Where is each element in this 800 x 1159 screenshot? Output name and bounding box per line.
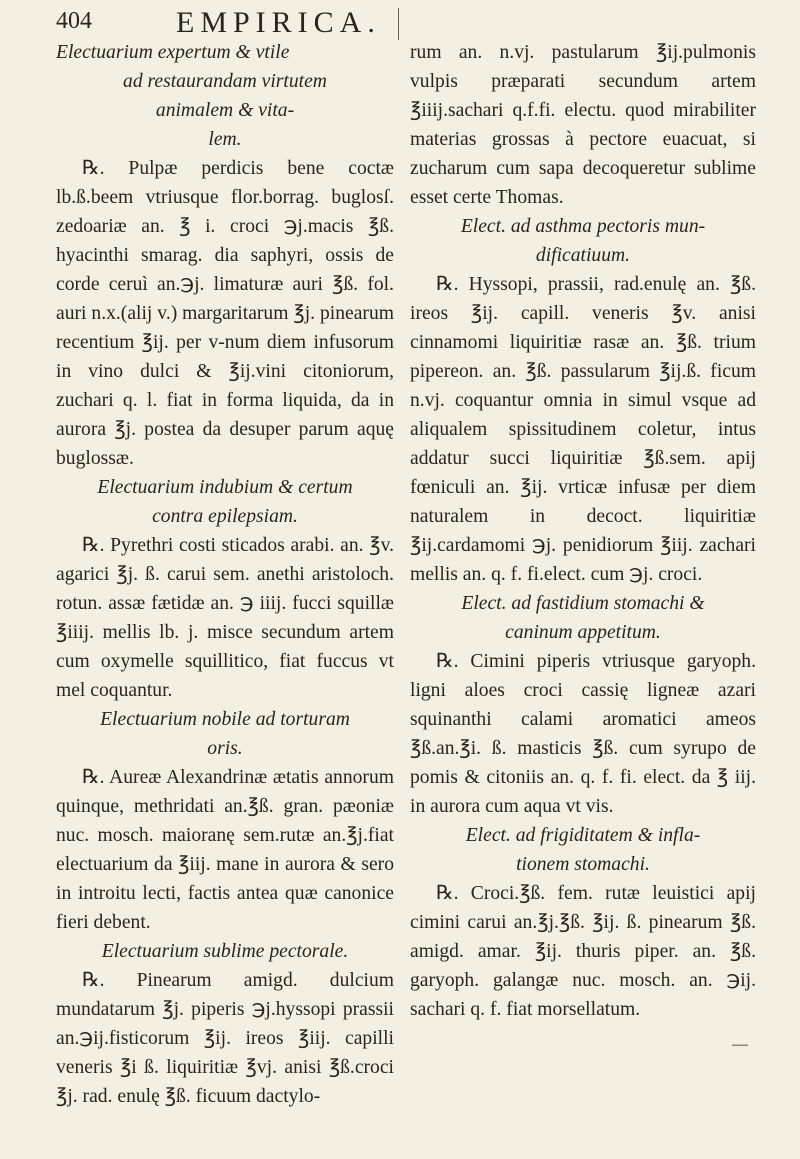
column-divider [398,8,399,40]
section-title: Elect. ad frigiditatem & infla- [465,825,701,846]
section-title: Electuarium nobile ad torturam [100,709,350,730]
section-title: oris. [207,738,243,759]
right-column [410,38,756,1059]
section-title: caninum appetitum. [505,622,661,643]
recipe-paragraph: ℞. Aureæ Alexandrinæ ætatis annorum quinque, methridati an.℥ß. gran. pæoniæ nuc. mosch. maioranę sem.rutæ an.℥j.fiat electuarium da ℥iij. mane in aurora & sero in introitu lecti, factis antea quæ canonice fieri debent. [56,767,394,933]
recipe-paragraph: ℞. Pulpæ perdicis bene coctæ lb.ß.beem vtriusque flor.borrag. buglosſ. zedoariæ an. ℥ i. croci ℈j.macis ℥ß. hyacinthi smarag. dia saphyri, ossis de corde ceruì an.℈j. limaturæ auri ℥ß. fol. auri n.x.(alij v.) margaritarum ℥j. pinearum recentium ℥ij. per v-num diem infusorum in vino dulci & ℥ij.vini citoniorum, zuchari q. l. fiat in forma liquida, da in aurora ℥j. postea da desuper parum aquę buglossæ. [56,158,394,469]
section-title: Electuarium expertum & vtile [56,42,290,63]
section-title: animalem & vita- [155,100,295,121]
section-title: Elect. ad fastidium stomachi & [461,593,705,614]
section-title: dificatiuum. [535,245,631,266]
section-title: lem. [208,129,242,150]
recipe-paragraph: ℞. Pinearum amigd. dulcium mundatarum ℥j. piperis ℈j.hyssopi prassii an.℈ij.fisticorum ℥ij. ireos ℥iij. capilli veneris ℥i ß. liquiritiæ ℥vj. anisi ℥ß.croci ℥j. rad. enulę ℥ß. ficuum dactylo- [56,970,394,1107]
recipe-paragraph: ℞. Croci.℥ß. fem. rutæ leuistici apij cimini carui an.℥j.℥ß. ℥ij. ß. pinearum ℥ß. amigd. amar. ℥ij. thuris piper. an. ℥ß. garyoph. galangæ nuc. mosch. an. ℈ij. sachari q. f. fiat morsellatum. [410,883,756,1020]
recipe-paragraph: rum an. n.vj. pastularum ℥ij.pulmonis vulpis præparati secundum artem ℥iiij.sachari q.f.fi. electu. quod mirabiliter materias grossas à pectore euacuat, si zucharum cum sapa decoqueretur sublime esset certe Thomas. [410,42,756,208]
signature-mark: — [732,1036,748,1053]
section-title: tionem stomachi. [516,854,650,875]
section-title: Electuarium indubium & certum [97,477,353,498]
section-title: ad restaurandam virtutem [123,71,327,92]
recipe-paragraph: ℞. Cimini piperis vtriusque garyoph. ligni aloes croci cassię ligneæ azari squinanthi calami aromatici ameos ℥ß.an.℥i. ß. masticis ℥ß. cum syrupo de pomis & citoniis an. q. f. fi. elect. da ℥ iij. in aurora cum aqua vt vis. [410,651,756,817]
page-header [56,6,756,40]
section-title: Electuarium sublime pectorale. [101,941,349,962]
recipe-paragraph: ℞. Hyssopi, prassii, rad.enulę an. ℥ß. ireos ℥ij. capill. veneris ℥v. anisi cinnamomi liquiritiæ rasæ an. ℥ß. trium pipereon. an. ℥ß. passularum ℥ij.ß. ficum n.vj. coquantur omnia in simul vsque ad aliqualem spissitudinem coletur, intus addatur succi liquiritiæ ℥ß.sem. apij fœniculi an. ℥ij. vrticæ infusæ per diem naturalem in decoct. liquiritiæ ℥ij.cardamomi ℈j. penidiorum ℥iij. zachari mellis an. q. f. fi.elect. cum ℈j. croci. [410,274,756,585]
page-number: 404 [56,8,92,34]
section-title: contra epilepsiam. [152,506,298,527]
left-column [56,38,394,1111]
recipe-paragraph: ℞. Pyrethri costi sticados arabi. an. ℥v. agarici ℥j. ß. carui sem. anethi aristoloch. rotun. assæ fætidæ an. ℈ iiij. fucci squillæ ℥iiij. mellis lb. j. misce secundum artem cum oxymelle squillitico, fiat fuccus vt mel coquantur. [56,535,394,701]
running-head: EMPIRICA. [176,6,381,39]
section-title: Elect. ad asthma pectoris mun- [460,216,706,237]
